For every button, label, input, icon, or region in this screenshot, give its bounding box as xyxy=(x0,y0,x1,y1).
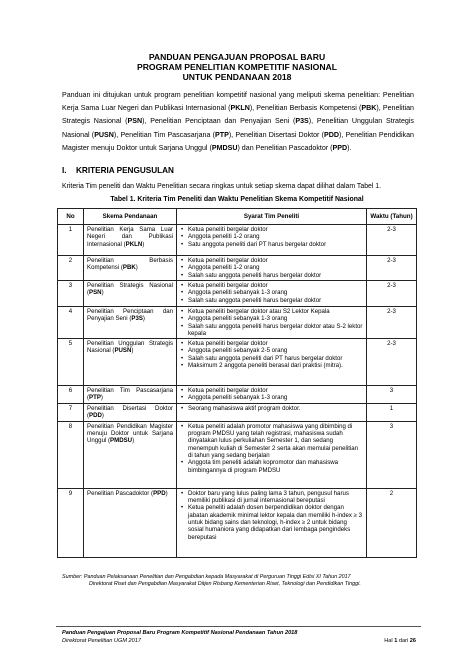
requirement-item: • Salah satu anggota peneliti harus bergelar doktor xyxy=(180,297,363,304)
table-row xyxy=(58,256,417,281)
duration-years: 2-3 xyxy=(367,225,417,256)
source-line1: Sumber: Panduan Pelaksanaan Penelitian dan Pengabdian kepada Masyarakat di Perguruan Tinggi Edisi XI Tahun 2017 xyxy=(62,574,351,580)
scheme-code: PDD xyxy=(89,412,102,420)
row-number: 7 xyxy=(58,404,84,422)
table-row xyxy=(58,307,417,339)
scheme-code: PTP xyxy=(89,394,101,402)
requirement-item: • Ketua peneliti bergelar doktor xyxy=(180,282,363,289)
team-requirements xyxy=(177,488,367,557)
row-number: 1 xyxy=(58,225,84,256)
duration-years: 2-3 xyxy=(367,256,417,281)
scheme-code: PUSN xyxy=(114,347,132,355)
table-row xyxy=(58,339,417,386)
table-caption: Tabel 1. Kriteria Tim Peneliti dan Waktu Penelitian Skema Kompetitif Nasional xyxy=(110,196,364,203)
requirement-item: • Anggota peneliti sebanyak 1-3 orang xyxy=(180,394,363,401)
row-number: 6 xyxy=(58,386,84,404)
row-number: 8 xyxy=(58,421,84,488)
requirement-item: • Ketua peneliti adalah dosen berpendidikan doktor dengan jabatan akademik minimal lektor kepala dan memiliki h-index ≥ 3 untuk bidang sains dan teknologi, h-index ≥ 2 untuk bidang sosial humaniora yang didapatkan dari lembaga pengindeks bereputasi xyxy=(180,504,363,540)
requirement-item: • Anggota peneliti sebanyak 2-5 orang xyxy=(180,347,363,354)
requirement-item: • Ketua peneliti bergelar doktor xyxy=(180,387,363,394)
requirement-item: • Anggota peneliti 1-2 orang xyxy=(180,264,363,271)
requirement-item: • Salah satu anggota peneliti harus bergelar doktor atau S-2 lektor kepala xyxy=(180,323,363,338)
team-requirements xyxy=(177,404,367,422)
requirement-item: • Ketua peneliti bergelar doktor xyxy=(180,257,363,264)
header-skema: Skema Pendanaan xyxy=(84,209,177,225)
duration-years: 3 xyxy=(367,421,417,488)
scheme-name: Penelitian Kerja Sama Luar Negeri dan Publikasi Internasional (PKLN) xyxy=(84,225,177,256)
header-syarat: Syarat Tim Peneliti xyxy=(177,209,367,225)
scheme-code: PMDSU xyxy=(110,437,133,445)
requirement-item: • Maksimum 2 anggota peneliti berasal dari praktisi (mitra). xyxy=(180,362,363,369)
header-waktu: Waktu (Tahun) xyxy=(367,209,417,225)
requirement-item: • Ketua peneliti bergelar doktor atau S2 Lektor Kepala xyxy=(180,308,363,315)
requirement-item: • Ketua peneliti bergelar doktor xyxy=(180,340,363,347)
team-requirements xyxy=(177,256,367,281)
requirement-item: • Satu anggota peneliti dari PT harus bergelar doktor xyxy=(180,241,363,248)
table-row xyxy=(58,225,417,256)
team-requirements xyxy=(177,421,367,488)
row-number: 4 xyxy=(58,307,84,339)
requirement-item: • Salah satu anggota peneliti dari PT harus bergelar doktor xyxy=(180,355,363,362)
duration-years: 2-3 xyxy=(367,339,417,386)
source-line2: Direktorat Riset dan Pengabdian Masyarakat Ditjen Risbang Kementerian Riset, Teknologi dan Pendidikan Tinggi. xyxy=(89,581,361,588)
scheme-name: Penelitian Disertasi Doktor (PDD) xyxy=(84,404,177,422)
requirement-item: • Anggota tim peneliti adalah kopromotor dan mahasiswa bimbingannya di program PMDSU xyxy=(180,459,363,474)
table-row xyxy=(58,386,417,404)
footer-divider xyxy=(56,626,421,627)
scheme-name: Penelitian Unggulan Strategis Nasional (PUSN) xyxy=(84,339,177,386)
section-heading xyxy=(62,166,174,175)
requirement-item: • Ketua peneliti bergelar doktor xyxy=(180,226,363,233)
scheme-code: P3S xyxy=(131,315,143,323)
team-requirements xyxy=(177,386,367,404)
team-requirements xyxy=(177,307,367,339)
row-number: 5 xyxy=(58,339,84,386)
criteria-table xyxy=(57,208,417,558)
table-source-note xyxy=(62,574,361,589)
scheme-name: Penelitian Berbasis Kompetensi (PBK) xyxy=(84,256,177,281)
duration-years: 2-3 xyxy=(367,307,417,339)
row-number: 3 xyxy=(58,281,84,307)
requirement-item: • Salah satu anggota peneliti harus bergelar doktor xyxy=(180,272,363,279)
duration-years: 1 xyxy=(367,404,417,422)
scheme-code: PBK xyxy=(122,264,136,272)
team-requirements xyxy=(177,281,367,307)
team-requirements xyxy=(177,339,367,386)
scheme-name: Penelitian Strategis Nasional (PSN) xyxy=(84,281,177,307)
section-title: KRITERIA PENGUSULAN xyxy=(76,166,174,175)
scheme-code: PKLN xyxy=(125,240,143,248)
requirement-item: • Anggota peneliti sebanyak 1-3 orang xyxy=(180,289,363,296)
doc-title-line1: PANDUAN PENGAJUAN PROPOSAL BARU xyxy=(148,52,326,62)
duration-years: 3 xyxy=(367,386,417,404)
footer-line1: Panduan Pengajuan Proposal Baru Program Kompetitif Nasional Pendanaan Tahun 2018 xyxy=(62,630,298,636)
doc-title-line3: UNTUK PENDANAAN 2018 xyxy=(182,72,292,82)
scheme-code: PPD xyxy=(153,489,166,497)
page-number: Hal 1 dari 26 xyxy=(384,638,416,644)
team-requirements xyxy=(177,225,367,256)
doc-title-line2: PROGRAM PENELITIAN KOMPETITIF NASIONAL xyxy=(136,62,338,72)
footer xyxy=(62,629,416,645)
section-number: I. xyxy=(62,166,67,175)
table-row xyxy=(58,281,417,307)
requirement-item: • Seorang mahasiswa aktif program doktor. xyxy=(180,405,363,412)
scheme-name: Penelitian Pendidikan Magister menuju Doktor untuk Sarjana Unggul (PMDSU) xyxy=(84,421,177,488)
intro-paragraph: Panduan ini ditujukan untuk program penelitian kompetitif nasional yang meliputi skema penelitian: Penelitian Kerja Sama Luar Negeri dan Publikasi Internasional (PKLN), Penelitian Berbasis Kompetensi (PBK), Penelitian Strategis Nasional (PSN), Penelitian Penciptaan dan Penyajian Seni (P3S), Penelitian Unggulan Strategis Nasional (PUSN), Penelitian Tim Pascasarjana (PTP), Penelitian Disertasi Doktor (PDD), Penelitian Pendidikan Magister menuju Doktor untuk Sarjana Unggul (PMDSU) dan Penelitian Pascadoktor (PPD). xyxy=(62,91,414,152)
row-number: 2 xyxy=(58,256,84,281)
duration-years: 2 xyxy=(367,488,417,557)
table-row xyxy=(58,404,417,422)
requirement-item: • Anggota peneliti 1-2 orang xyxy=(180,233,363,240)
table-row xyxy=(58,421,417,488)
requirement-item: • Doktor baru yang lulus paling lama 3 tahun, pengusul harus memiliki publikasi di jurnal internasional bereputasi xyxy=(180,490,363,505)
requirement-item: • Ketua peneliti adalah promotor mahasiswa yang dibimbing di program PMDSU yang telah registrasi, mahasiswa sudah dinyatakan lulus perkuliahan Semester 1, dan sedang menempuh kuliah di Semester 2 serta akan memulai penelitian di tahun yang sedang berjalan xyxy=(180,423,363,459)
duration-years: 2-3 xyxy=(367,281,417,307)
row-number: 9 xyxy=(58,488,84,557)
table-row xyxy=(58,488,417,557)
header-no: No xyxy=(58,209,84,225)
requirement-item: • Anggota peneliti sebanyak 1-3 orang xyxy=(180,315,363,322)
footer-line2: Direktorat Penelitian UGM 2017 xyxy=(62,638,141,644)
scheme-name: Penelitian Penciptaan dan Penyajian Seni (P3S) xyxy=(84,307,177,339)
scheme-name: Penelitian Pascadoktor (PPD) xyxy=(84,488,177,557)
scheme-name: Penelitian Tim Pascasarjana (PTP) xyxy=(84,386,177,404)
section-lead-text: Kriteria Tim peneliti dan Waktu Penelitian secara ringkas untuk setiap skema dapat dilihat dalam Tabel 1. xyxy=(62,183,382,190)
scheme-code: PSN xyxy=(89,289,102,297)
